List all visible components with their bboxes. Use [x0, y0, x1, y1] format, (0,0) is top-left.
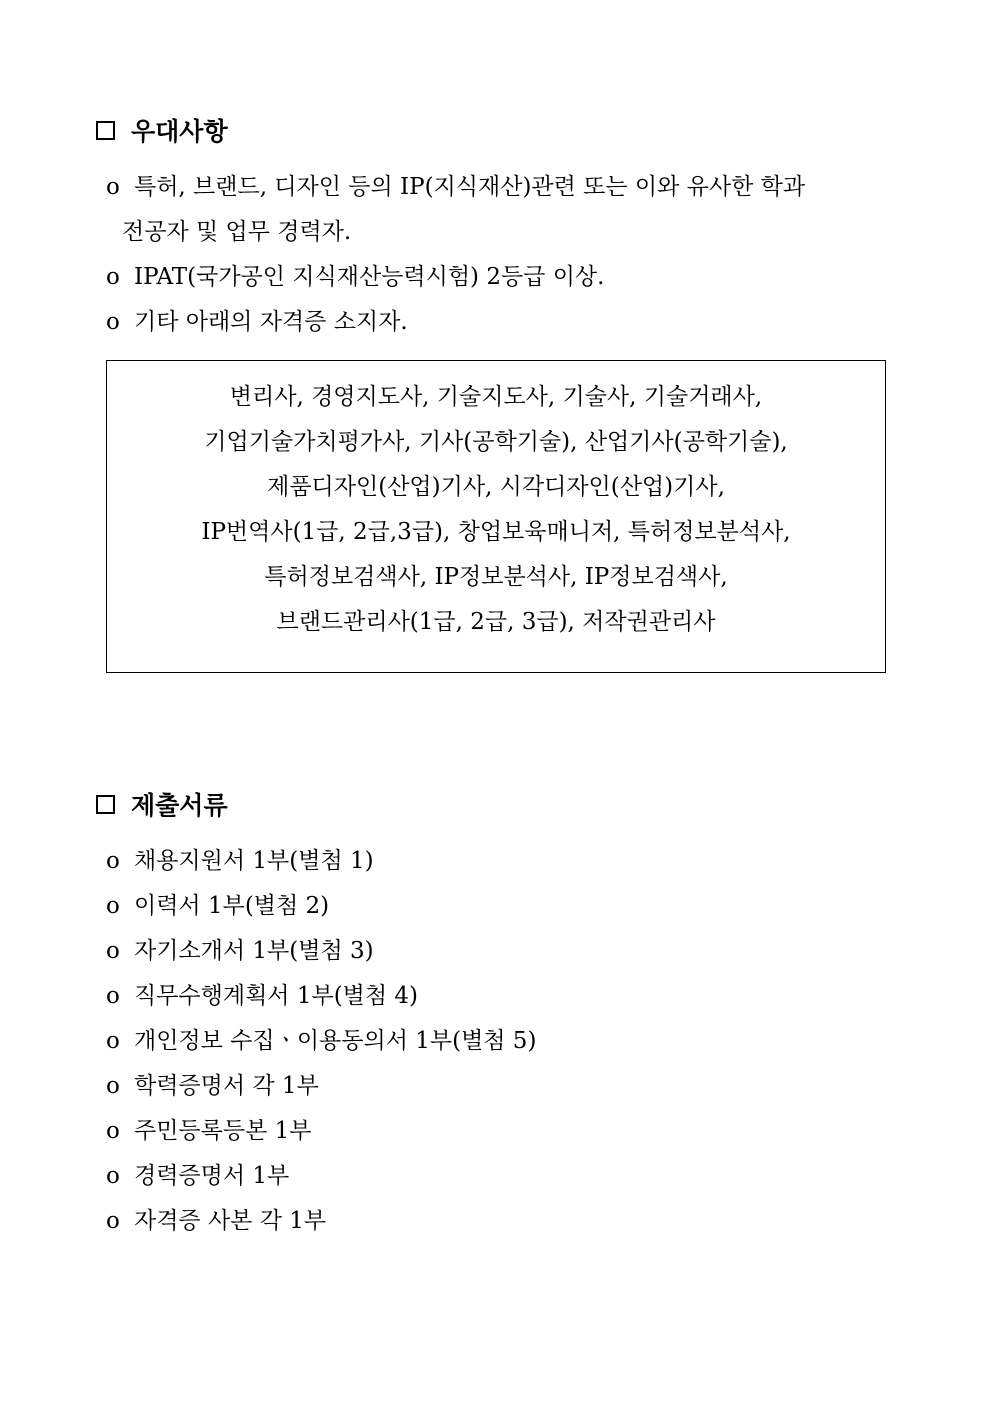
document-item	[106, 1161, 289, 1191]
qualification-item-text: IPAT(국가공인 지식재산능력시험) 2등급 이상.	[134, 264, 605, 290]
bullet-marker: o	[106, 1163, 120, 1189]
certificate-line: 기업기술가치평가사, 기사(공학기술), 산업기사(공학기술),	[204, 429, 788, 455]
qualifications-heading-text: 우대사항	[131, 117, 228, 146]
document-item	[106, 1026, 536, 1056]
document-item-text: 자기소개서 1부(별첨 3)	[134, 938, 374, 964]
document-item-text: 직무수행계획서 1부(별첨 4)	[134, 983, 419, 1009]
qualification-item-text: 기타 아래의 자격증 소지자.	[134, 309, 408, 335]
bullet-marker: o	[106, 309, 120, 335]
bullet-marker: o	[106, 1118, 120, 1144]
bullet-marker: o	[106, 893, 120, 919]
documents-heading-text: 제출서류	[131, 791, 228, 820]
document-item	[106, 891, 329, 921]
document-item	[106, 1116, 311, 1146]
qualification-item-text: 특허, 브랜드, 디자인 등의 IP(지식재산)관련 또는 이와 유사한 학과	[134, 174, 806, 200]
document-item-text: 경력증명서 1부	[134, 1163, 290, 1189]
documents-heading	[96, 788, 228, 820]
certificate-line: 변리사, 경영지도사, 기술지도사, 기술사, 기술거래사,	[229, 384, 763, 410]
bullet-marker: o	[106, 1028, 120, 1054]
checkbox-square-icon	[96, 121, 115, 140]
checkbox-square-icon	[96, 795, 115, 814]
document-item	[106, 936, 374, 966]
document-item	[106, 846, 374, 876]
document-item	[106, 1071, 319, 1101]
bullet-marker: o	[106, 1208, 120, 1234]
document-item-text: 학력증명서 각 1부	[134, 1073, 319, 1099]
qualification-item	[106, 262, 604, 292]
bullet-marker: o	[106, 848, 120, 874]
certificates-box	[106, 360, 886, 673]
certificate-line: 제품디자인(산업)기사, 시각디자인(산업)기사,	[267, 474, 725, 500]
certificate-line: 브랜드관리사(1급, 2급, 3급), 저작권관리사	[276, 609, 716, 635]
document-item-text: 주민등록등본 1부	[134, 1118, 312, 1144]
document-item-text: 채용지원서 1부(별첨 1)	[134, 848, 374, 874]
bullet-marker: o	[106, 938, 120, 964]
document-item-text: 이력서 1부(별첨 2)	[134, 893, 330, 919]
bullet-marker: o	[106, 264, 120, 290]
bullet-marker: o	[106, 983, 120, 1009]
document-item	[106, 1206, 326, 1236]
qualifications-heading	[96, 114, 228, 146]
qualification-item-continuation: 전공자 및 업무 경력자.	[122, 219, 352, 245]
qualification-item	[106, 307, 408, 337]
document-item-text: 자격증 사본 각 1부	[134, 1208, 327, 1234]
bullet-marker: o	[106, 1073, 120, 1099]
certificate-line: IP번역사(1급, 2급,3급), 창업보육매니저, 특허정보분석사,	[201, 519, 791, 545]
document-item	[106, 981, 418, 1011]
bullet-marker: o	[106, 174, 120, 200]
certificate-line: 특허정보검색사, IP정보분석사, IP정보검색사,	[264, 564, 728, 590]
document-item-text: 개인정보 수집ㆍ이용동의서 1부(별첨 5)	[134, 1028, 537, 1054]
qualification-item	[106, 172, 805, 202]
